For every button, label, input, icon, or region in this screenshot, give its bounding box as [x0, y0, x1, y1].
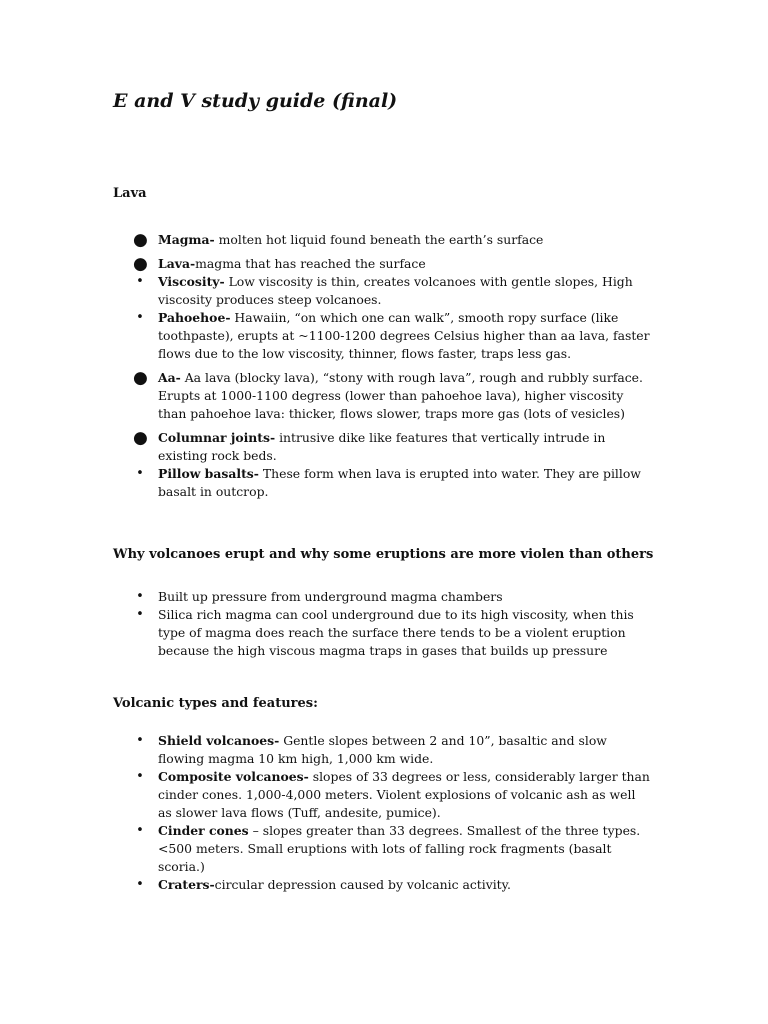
term-label: Craters- [158, 877, 215, 892]
term-label: Viscosity- [158, 274, 225, 289]
term-label: Shield volcanoes- [158, 733, 280, 748]
term-label: Pillow basalts- [158, 466, 259, 481]
eruption-causes-list [133, 588, 653, 660]
list-item [133, 588, 653, 606]
term-label: Pahoehoe- [158, 310, 231, 325]
list-item [133, 309, 653, 363]
term-label: Composite volcanoes- [158, 769, 309, 784]
bullet-icon: • [136, 733, 144, 748]
lava-list [133, 231, 653, 501]
term-label: Magma- [158, 232, 215, 247]
bullet-icon: • [136, 274, 144, 289]
definition-text: Built up pressure from underground magma chambers [158, 589, 503, 604]
list-item [133, 369, 653, 423]
list-item [133, 429, 653, 465]
bullet-icon: • [136, 877, 144, 892]
bullet-icon: • [136, 310, 144, 325]
definition-text: intrusive dike like features that vertically intrude in existing rock beds. [158, 430, 606, 463]
list-item [133, 732, 653, 768]
definition-text: Hawaiin, “on which one can walk”, smooth ropy surface (like toothpaste), erupts at ~1100-1200 degrees Celsius higher than aa lava, faster flows due to the low viscosity, thinner, flows faster, traps less gas. [158, 310, 650, 361]
definition-text: molten hot liquid found beneath the earth’s surface [214, 232, 544, 247]
section-heading-why-volcanoes-erupt: Why volcanoes erupt and why some eruptions are more violen than others [113, 547, 654, 562]
definition-text: slopes of 33 degrees or less, considerably larger than cinder cones. 1,000-4,000 meters. Violent explosions of volcanic ash as well as slower lava flows (Tuff, andesite, pumice). [158, 769, 650, 820]
bullet-icon: ● [133, 254, 148, 274]
section-heading-lava: Lava [113, 186, 147, 201]
term-label: Aa- [158, 370, 181, 385]
bullet-icon: • [136, 607, 144, 622]
term-label: Lava- [158, 256, 196, 271]
list-item [133, 768, 653, 822]
definition-text: Silica rich magma can cool underground due to its high viscosity, when this type of magma does reach the surface there tends to be a violent eruption because the high viscous magma traps in gases that builds up pressure [158, 607, 634, 658]
bullet-icon: • [136, 769, 144, 784]
bullet-icon: ● [133, 368, 148, 388]
definition-text: Low viscosity is thin, creates volcanoes with gentle slopes, High viscosity produces steep volcanoes. [158, 274, 633, 307]
list-item [133, 273, 653, 309]
bullet-icon: • [136, 466, 144, 481]
term-label: Cinder cones [158, 823, 249, 838]
definition-text: Gentle slopes between 2 and 10”, basaltic and slow flowing magma 10 km high, 1,000 km wide. [158, 733, 607, 766]
definition-text: These form when lava is erupted into water. They are pillow basalt in outcrop. [158, 466, 641, 499]
list-item [133, 231, 653, 249]
bullet-icon: • [136, 589, 144, 604]
list-item [133, 606, 653, 660]
bullet-icon: ● [133, 428, 148, 448]
term-label: Columnar joints- [158, 430, 276, 445]
volcanic-types-list [133, 732, 653, 894]
definition-text: magma that has reached the surface [195, 256, 426, 271]
bullet-icon: • [136, 823, 144, 838]
list-item [133, 876, 653, 894]
document-title: E and V study guide (final) [113, 90, 398, 112]
bullet-icon: ● [133, 230, 148, 250]
definition-text: circular depression caused by volcanic activity. [214, 877, 511, 892]
definition-text: – slopes greater than 33 degrees. Smallest of the three types. <500 meters. Small eruptions with lots of falling rock fragments (basalt scoria.) [158, 823, 641, 874]
definition-text: Aa lava (blocky lava), “stony with rough lava”, rough and rubbly surface. Erupts at 1000-1100 degress (lower than pahoehoe lava), higher viscosity than pahoehoe lava: thicker, flows slower, traps more gas (lots of vesicles) [158, 370, 643, 421]
section-heading-volcanic-types: Volcanic types and features: [113, 696, 318, 711]
list-item [133, 822, 653, 876]
list-item [133, 255, 653, 273]
list-item [133, 465, 653, 501]
